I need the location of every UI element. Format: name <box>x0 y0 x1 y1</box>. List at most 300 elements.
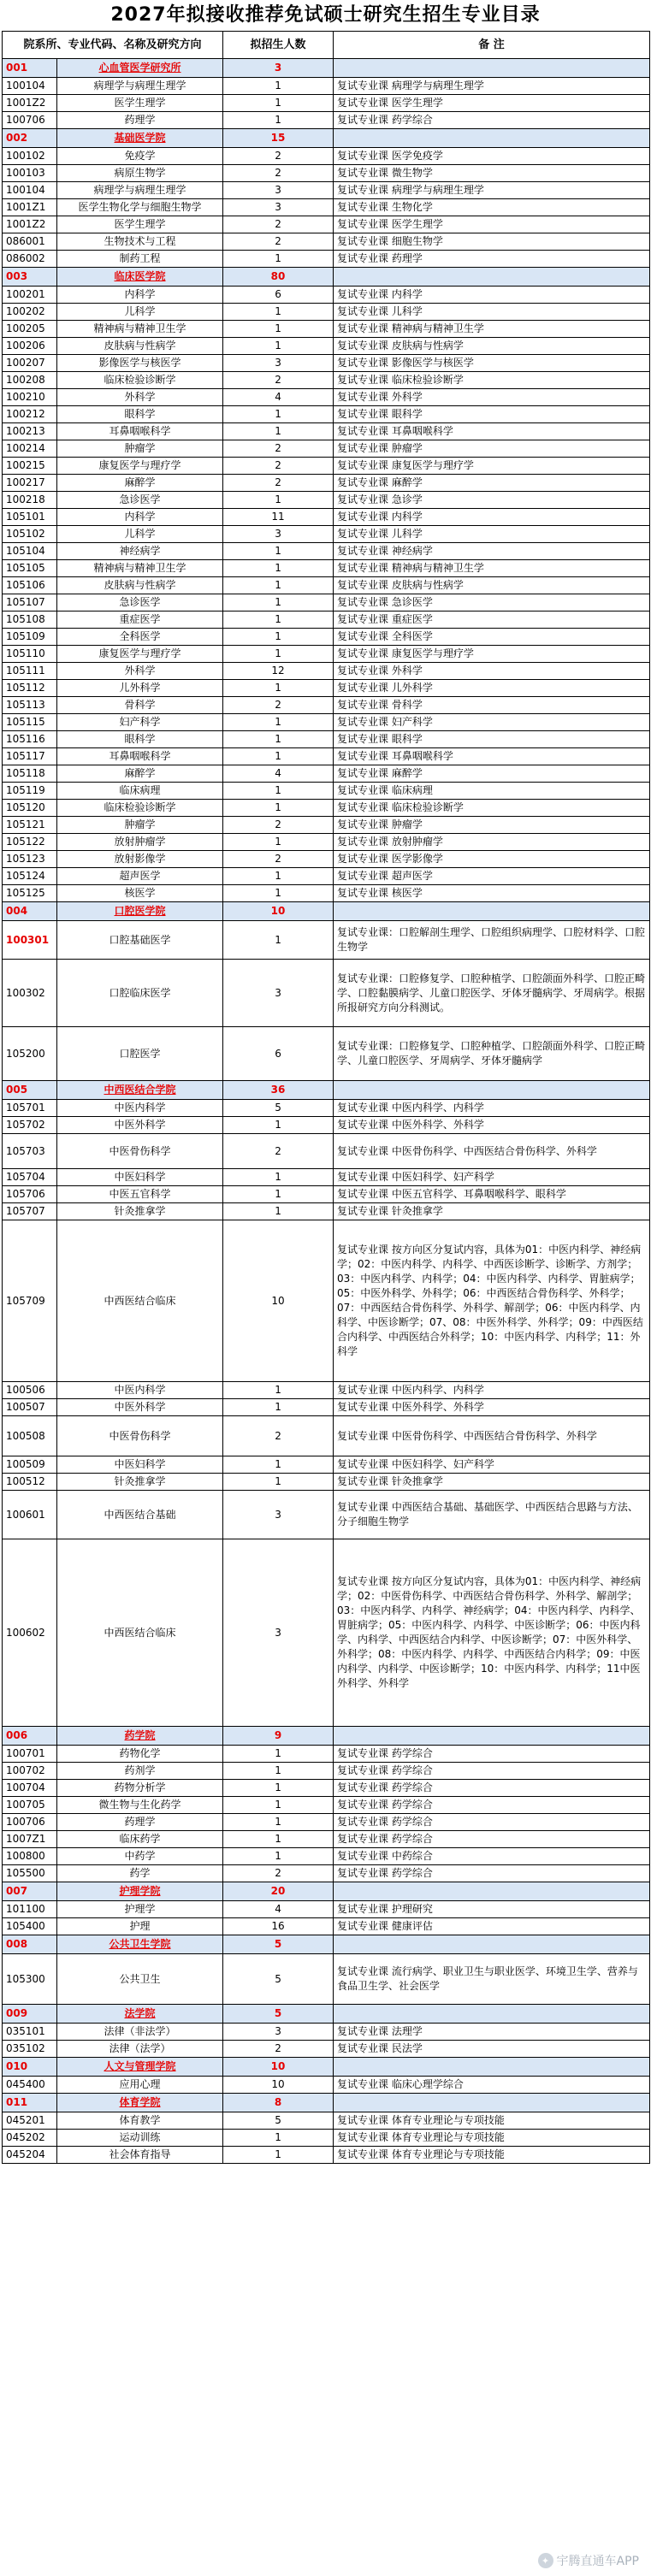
code-cell: 009 <box>3 2005 57 2024</box>
name-cell: 护理学院 <box>57 1882 223 1901</box>
department-row <box>3 59 650 78</box>
code-cell: 100201 <box>3 287 57 304</box>
code-cell: 045400 <box>3 2077 57 2094</box>
code-cell: 105123 <box>3 851 57 868</box>
code-cell: 100104 <box>3 182 57 199</box>
note-cell: 复试专业课 眼科学 <box>334 406 650 423</box>
count-cell: 10 <box>223 2058 334 2077</box>
code-cell: 105703 <box>3 1134 57 1169</box>
count-cell: 1 <box>223 1186 334 1203</box>
count-cell: 1 <box>223 800 334 817</box>
table-row <box>3 1456 650 1474</box>
note-cell: 复试专业课 护理研究 <box>334 1901 650 1918</box>
table-row <box>3 885 650 902</box>
department-row <box>3 129 650 148</box>
note-cell: 复试专业课 药学综合 <box>334 1763 650 1780</box>
code-cell: 105125 <box>3 885 57 902</box>
note-cell: 复试专业课 临床心理学综合 <box>334 2077 650 2094</box>
name-cell: 影像医学与核医学 <box>57 355 223 372</box>
table-row <box>3 1780 650 1797</box>
note-cell: 复试专业课 急诊医学 <box>334 594 650 612</box>
code-cell: 105102 <box>3 526 57 543</box>
department-row <box>3 1935 650 1954</box>
note-cell: 复试专业课 核医学 <box>334 885 650 902</box>
count-cell: 1 <box>223 492 334 509</box>
note-cell: 复试专业课 中医外科学、外科学 <box>334 1399 650 1416</box>
name-cell: 临床检验诊断学 <box>57 372 223 389</box>
table-row <box>3 1865 650 1882</box>
code-cell: 100214 <box>3 440 57 458</box>
note-cell <box>334 129 650 148</box>
name-cell: 应用心理 <box>57 2077 223 2094</box>
code-cell: 105701 <box>3 1100 57 1117</box>
code-cell: 045201 <box>3 2112 57 2130</box>
note-cell: 复试专业课 全科医学 <box>334 629 650 646</box>
code-cell: 100202 <box>3 304 57 321</box>
name-cell: 体育教学 <box>57 2112 223 2130</box>
watermark-text: 宇腾直通车APP <box>556 2555 639 2568</box>
count-cell: 9 <box>223 1727 334 1746</box>
count-cell: 1 <box>223 2147 334 2164</box>
code-cell: 006 <box>3 1727 57 1746</box>
name-cell: 中医妇科学 <box>57 1456 223 1474</box>
count-cell: 3 <box>223 59 334 78</box>
note-cell: 复试专业课 骨科学 <box>334 697 650 714</box>
code-cell: 100507 <box>3 1399 57 1416</box>
note-cell: 复试专业课 中医妇科学、妇产科学 <box>334 1456 650 1474</box>
note-cell: 复试专业课 儿科学 <box>334 526 650 543</box>
table-row <box>3 1848 650 1865</box>
count-cell: 8 <box>223 2094 334 2112</box>
note-cell: 复试专业课 临床检验诊断学 <box>334 372 650 389</box>
catalog-table <box>2 31 650 2164</box>
name-cell: 儿科学 <box>57 304 223 321</box>
name-cell: 放射影像学 <box>57 851 223 868</box>
count-cell: 1 <box>223 748 334 765</box>
table-row <box>3 1491 650 1539</box>
count-cell: 2 <box>223 817 334 834</box>
count-cell: 4 <box>223 389 334 406</box>
code-cell: 100207 <box>3 355 57 372</box>
name-cell: 皮肤病与性病学 <box>57 577 223 594</box>
code-cell: 004 <box>3 902 57 921</box>
name-cell: 骨科学 <box>57 697 223 714</box>
name-cell: 外科学 <box>57 389 223 406</box>
code-cell: 105122 <box>3 834 57 851</box>
code-cell: 100103 <box>3 165 57 182</box>
note-cell <box>334 1882 650 1901</box>
code-cell: 105112 <box>3 680 57 697</box>
note-cell: 复试专业课 药学综合 <box>334 1746 650 1763</box>
count-cell: 1 <box>223 1797 334 1814</box>
note-cell <box>334 902 650 921</box>
note-cell: 复试专业课 针灸推拿学 <box>334 1203 650 1220</box>
name-cell: 临床医学院 <box>57 268 223 287</box>
code-cell: 100702 <box>3 1763 57 1780</box>
note-cell: 复试专业课 微生物学 <box>334 165 650 182</box>
table-row <box>3 440 650 458</box>
name-cell: 社会体育指导 <box>57 2147 223 2164</box>
code-cell: 105707 <box>3 1203 57 1220</box>
code-cell: 105111 <box>3 663 57 680</box>
table-row <box>3 663 650 680</box>
code-cell: 100102 <box>3 148 57 165</box>
count-cell: 2 <box>223 697 334 714</box>
table-row <box>3 697 650 714</box>
department-row <box>3 268 650 287</box>
note-cell: 复试专业课 药学综合 <box>334 112 650 129</box>
table-row <box>3 594 650 612</box>
note-cell: 复试专业课 麻醉学 <box>334 765 650 783</box>
note-cell: 复试专业课：口腔修复学、口腔种植学、口腔颌面外科学、口腔正畸学、口腔黏膜病学、儿童口腔医学、牙体牙髓病学、牙周病学。根据所报研究方向分科测试。 <box>334 960 650 1027</box>
note-cell: 复试专业课 内科学 <box>334 509 650 526</box>
table-row <box>3 1220 650 1382</box>
count-cell: 4 <box>223 765 334 783</box>
name-cell: 公共卫生 <box>57 1954 223 2005</box>
note-cell: 复试专业课 耳鼻咽喉科学 <box>334 423 650 440</box>
table-row <box>3 1134 650 1169</box>
code-cell: 007 <box>3 1882 57 1901</box>
count-cell: 80 <box>223 268 334 287</box>
code-cell: 100701 <box>3 1746 57 1763</box>
note-cell: 复试专业课 内科学 <box>334 287 650 304</box>
name-cell: 口腔医学院 <box>57 902 223 921</box>
name-cell: 药物分析学 <box>57 1780 223 1797</box>
name-cell: 康复医学与理疗学 <box>57 458 223 475</box>
name-cell: 妇产科学 <box>57 714 223 731</box>
count-cell: 5 <box>223 2112 334 2130</box>
name-cell: 医学生物化学与细胞生物学 <box>57 199 223 216</box>
count-cell: 1 <box>223 577 334 594</box>
note-cell: 复试专业课 病理学与病理生理学 <box>334 78 650 95</box>
name-cell: 针灸推拿学 <box>57 1203 223 1220</box>
note-cell <box>334 1935 650 1954</box>
note-cell: 复试专业课 中医内科学、内科学 <box>334 1382 650 1399</box>
code-cell: 100706 <box>3 112 57 129</box>
count-cell: 2 <box>223 1416 334 1456</box>
code-cell: 100206 <box>3 338 57 355</box>
name-cell: 中西医结合临床 <box>57 1539 223 1727</box>
name-cell: 肿瘤学 <box>57 440 223 458</box>
name-cell: 神经病学 <box>57 543 223 560</box>
note-cell: 复试专业课 按方向区分复试内容，具体为01：中医内科学、神经病学；02：中医骨伤科学、中西医结合骨伤科学、外科学、解剖学；03：中医内科学、内科学、神经病学；04：中医内科学、内科学、胃脏病学；05：中医内科学、内科学、中医诊断学；06：中医内科学、内科学、中西医结合内科学、中医诊断学；07：中医外科学、外科学；08：中医内科学、内科学、中西医结合内科学；09：中医内科学、内科学、中医诊断学；10：中医内科学、内科学；11中医外科学、外科学 <box>334 1539 650 1727</box>
note-cell: 复试专业课 儿科学 <box>334 304 650 321</box>
count-cell: 3 <box>223 526 334 543</box>
note-cell: 复试专业课 民法学 <box>334 2041 650 2058</box>
note-cell <box>334 2005 650 2024</box>
name-cell: 中医骨伤科学 <box>57 1416 223 1456</box>
name-cell: 耳鼻咽喉科学 <box>57 423 223 440</box>
count-cell: 1 <box>223 1780 334 1797</box>
count-cell: 1 <box>223 2130 334 2147</box>
table-body <box>3 59 650 2164</box>
count-cell: 2 <box>223 475 334 492</box>
name-cell: 法律（非法学） <box>57 2024 223 2041</box>
name-cell: 护理 <box>57 1918 223 1935</box>
code-cell: 105300 <box>3 1954 57 2005</box>
code-cell: 001 <box>3 59 57 78</box>
name-cell: 药剂学 <box>57 1763 223 1780</box>
name-cell: 耳鼻咽喉科学 <box>57 748 223 765</box>
note-cell: 复试专业课 神经病学 <box>334 543 650 560</box>
code-cell: 002 <box>3 129 57 148</box>
count-cell: 3 <box>223 1491 334 1539</box>
name-cell: 临床药学 <box>57 1831 223 1848</box>
note-cell: 复试专业课 精神病与精神卫生学 <box>334 321 650 338</box>
table-row <box>3 868 650 885</box>
count-cell: 1 <box>223 834 334 851</box>
name-cell: 中医骨伤科学 <box>57 1134 223 1169</box>
name-cell: 运动训练 <box>57 2130 223 2147</box>
code-cell: 005 <box>3 1081 57 1100</box>
name-cell: 药学院 <box>57 1727 223 1746</box>
code-cell: 105120 <box>3 800 57 817</box>
name-cell: 中医妇科学 <box>57 1169 223 1186</box>
table-row <box>3 2024 650 2041</box>
note-cell: 复试专业课 超声医学 <box>334 868 650 885</box>
table-row <box>3 851 650 868</box>
count-cell: 1 <box>223 868 334 885</box>
count-cell: 3 <box>223 2024 334 2041</box>
name-cell: 基础医学院 <box>57 129 223 148</box>
header-note: 备 注 <box>334 32 650 59</box>
count-cell: 1 <box>223 1117 334 1134</box>
note-cell: 复试专业课 皮肤病与性病学 <box>334 338 650 355</box>
name-cell: 眼科学 <box>57 731 223 748</box>
code-cell: 100508 <box>3 1416 57 1456</box>
count-cell: 1 <box>223 783 334 800</box>
table-row <box>3 960 650 1027</box>
name-cell: 中西医结合基础 <box>57 1491 223 1539</box>
table-row <box>3 1797 650 1814</box>
department-row <box>3 1882 650 1901</box>
table-row <box>3 1954 650 2005</box>
table-row <box>3 543 650 560</box>
count-cell: 3 <box>223 355 334 372</box>
name-cell: 外科学 <box>57 663 223 680</box>
count-cell: 1 <box>223 78 334 95</box>
table-row <box>3 560 650 577</box>
name-cell: 口腔医学 <box>57 1027 223 1081</box>
count-cell: 1 <box>223 612 334 629</box>
table-row <box>3 458 650 475</box>
code-cell: 105108 <box>3 612 57 629</box>
table-row <box>3 1169 650 1186</box>
code-cell: 100104 <box>3 78 57 95</box>
table-header-row <box>3 32 650 59</box>
table-row <box>3 95 650 112</box>
table-row <box>3 1474 650 1491</box>
table-row <box>3 509 650 526</box>
name-cell: 微生物与生化药学 <box>57 1797 223 1814</box>
count-cell: 2 <box>223 148 334 165</box>
table-row <box>3 78 650 95</box>
table-row <box>3 765 650 783</box>
note-cell: 复试专业课 中医内科学、内科学 <box>334 1100 650 1117</box>
code-cell: 100205 <box>3 321 57 338</box>
name-cell: 护理学 <box>57 1901 223 1918</box>
table-row <box>3 1539 650 1727</box>
code-cell: 100215 <box>3 458 57 475</box>
table-row <box>3 1027 650 1081</box>
note-cell: 复试专业课 医学影像学 <box>334 851 650 868</box>
note-cell: 复试专业课 健康评估 <box>334 1918 650 1935</box>
code-cell: 100512 <box>3 1474 57 1491</box>
name-cell: 体育学院 <box>57 2094 223 2112</box>
code-cell: 100704 <box>3 1780 57 1797</box>
note-cell: 复试专业课 体育专业理论与专项技能 <box>334 2112 650 2130</box>
count-cell: 11 <box>223 509 334 526</box>
name-cell: 急诊医学 <box>57 492 223 509</box>
code-cell: 105104 <box>3 543 57 560</box>
name-cell: 公共卫生学院 <box>57 1935 223 1954</box>
table-row <box>3 112 650 129</box>
count-cell: 3 <box>223 182 334 199</box>
code-cell: 105400 <box>3 1918 57 1935</box>
table-row <box>3 646 650 663</box>
count-cell: 20 <box>223 1882 334 1901</box>
code-cell: 100800 <box>3 1848 57 1865</box>
name-cell: 精神病与精神卫生学 <box>57 560 223 577</box>
name-cell: 法学院 <box>57 2005 223 2024</box>
count-cell: 1 <box>223 1746 334 1763</box>
header-code-name: 院系所、专业代码、名称及研究方向 <box>3 32 223 59</box>
code-cell: 105113 <box>3 697 57 714</box>
table-row <box>3 287 650 304</box>
table-row <box>3 817 650 834</box>
note-cell: 复试专业课 体育专业理论与专项技能 <box>334 2147 650 2164</box>
code-cell: 1001Z1 <box>3 199 57 216</box>
count-cell: 1 <box>223 921 334 960</box>
table-row <box>3 304 650 321</box>
note-cell: 复试专业课 康复医学与理疗学 <box>334 646 650 663</box>
name-cell: 中医外科学 <box>57 1117 223 1134</box>
note-cell: 复试专业课 临床检验诊断学 <box>334 800 650 817</box>
department-row <box>3 2094 650 2112</box>
code-cell: 086002 <box>3 251 57 268</box>
note-cell <box>334 2094 650 2112</box>
table-row <box>3 526 650 543</box>
count-cell: 12 <box>223 663 334 680</box>
code-cell: 105121 <box>3 817 57 834</box>
name-cell: 病理学与病理生理学 <box>57 182 223 199</box>
note-cell: 复试专业课 妇产科学 <box>334 714 650 731</box>
name-cell: 药物化学 <box>57 1746 223 1763</box>
note-cell: 复试专业课 针灸推拿学 <box>334 1474 650 1491</box>
count-cell: 2 <box>223 851 334 868</box>
code-cell: 105500 <box>3 1865 57 1882</box>
table-row <box>3 389 650 406</box>
code-cell: 105709 <box>3 1220 57 1382</box>
note-cell: 复试专业课 中药综合 <box>334 1848 650 1865</box>
table-row <box>3 1186 650 1203</box>
count-cell: 10 <box>223 902 334 921</box>
code-cell: 105702 <box>3 1117 57 1134</box>
count-cell: 5 <box>223 1935 334 1954</box>
table-row <box>3 233 650 251</box>
code-cell: 100705 <box>3 1797 57 1814</box>
count-cell: 1 <box>223 731 334 748</box>
note-cell <box>334 1081 650 1100</box>
code-cell: 045204 <box>3 2147 57 2164</box>
count-cell: 1 <box>223 423 334 440</box>
code-cell: 105704 <box>3 1169 57 1186</box>
count-cell: 1 <box>223 1763 334 1780</box>
note-cell: 复试专业课 药学综合 <box>334 1865 650 1882</box>
code-cell: 105106 <box>3 577 57 594</box>
count-cell: 1 <box>223 338 334 355</box>
name-cell: 生物技术与工程 <box>57 233 223 251</box>
note-cell <box>334 1727 650 1746</box>
watermark <box>538 2552 639 2569</box>
count-cell: 1 <box>223 1456 334 1474</box>
table-row <box>3 321 650 338</box>
note-cell: 复试专业课：口腔修复学、口腔种植学、口腔颌面外科学、口腔正畸学、儿童口腔医学、牙周病学、牙体牙髓病学 <box>334 1027 650 1081</box>
note-cell: 复试专业课：口腔解剖生理学、口腔组织病理学、口腔材料学、口腔生物学 <box>334 921 650 960</box>
name-cell: 药理学 <box>57 1814 223 1831</box>
count-cell: 2 <box>223 233 334 251</box>
table-row <box>3 1382 650 1399</box>
name-cell: 中医五官科学 <box>57 1186 223 1203</box>
name-cell: 医学生理学 <box>57 95 223 112</box>
code-cell: 011 <box>3 2094 57 2112</box>
note-cell: 复试专业课 病理学与病理生理学 <box>334 182 650 199</box>
name-cell: 免疫学 <box>57 148 223 165</box>
code-cell: 105115 <box>3 714 57 731</box>
count-cell: 36 <box>223 1081 334 1100</box>
note-cell: 复试专业课 中医骨伤科学、中西医结合骨伤科学、外科学 <box>334 1416 650 1456</box>
name-cell: 急诊医学 <box>57 594 223 612</box>
count-cell: 1 <box>223 112 334 129</box>
table-row <box>3 680 650 697</box>
table-row <box>3 1100 650 1117</box>
code-cell: 086001 <box>3 233 57 251</box>
note-cell: 复试专业课 药学综合 <box>334 1814 650 1831</box>
note-cell: 复试专业课 流行病学、职业卫生与职业医学、环境卫生学、营养与食品卫生学、社会医学 <box>334 1954 650 2005</box>
name-cell: 针灸推拿学 <box>57 1474 223 1491</box>
name-cell: 内科学 <box>57 287 223 304</box>
count-cell: 1 <box>223 304 334 321</box>
count-cell: 2 <box>223 1865 334 1882</box>
note-cell: 复试专业课 眼科学 <box>334 731 650 748</box>
name-cell: 皮肤病与性病学 <box>57 338 223 355</box>
name-cell: 内科学 <box>57 509 223 526</box>
name-cell: 眼科学 <box>57 406 223 423</box>
count-cell: 5 <box>223 1100 334 1117</box>
code-cell: 100218 <box>3 492 57 509</box>
count-cell: 3 <box>223 1539 334 1727</box>
table-row <box>3 714 650 731</box>
note-cell: 复试专业课 急诊学 <box>334 492 650 509</box>
count-cell: 4 <box>223 1901 334 1918</box>
code-cell: 1007Z1 <box>3 1831 57 1848</box>
name-cell: 临床检验诊断学 <box>57 800 223 817</box>
name-cell: 肿瘤学 <box>57 817 223 834</box>
table-row <box>3 199 650 216</box>
count-cell: 1 <box>223 406 334 423</box>
logo-icon: ✦ <box>538 2553 553 2568</box>
name-cell: 超声医学 <box>57 868 223 885</box>
count-cell: 1 <box>223 1382 334 1399</box>
note-cell: 复试专业课 外科学 <box>334 663 650 680</box>
code-cell: 100706 <box>3 1814 57 1831</box>
name-cell: 药理学 <box>57 112 223 129</box>
table-row <box>3 355 650 372</box>
table-row <box>3 783 650 800</box>
count-cell: 2 <box>223 372 334 389</box>
count-cell: 3 <box>223 199 334 216</box>
page-title: 2027年拟接收推荐免试硕士研究生招生专业目录 <box>110 4 541 26</box>
